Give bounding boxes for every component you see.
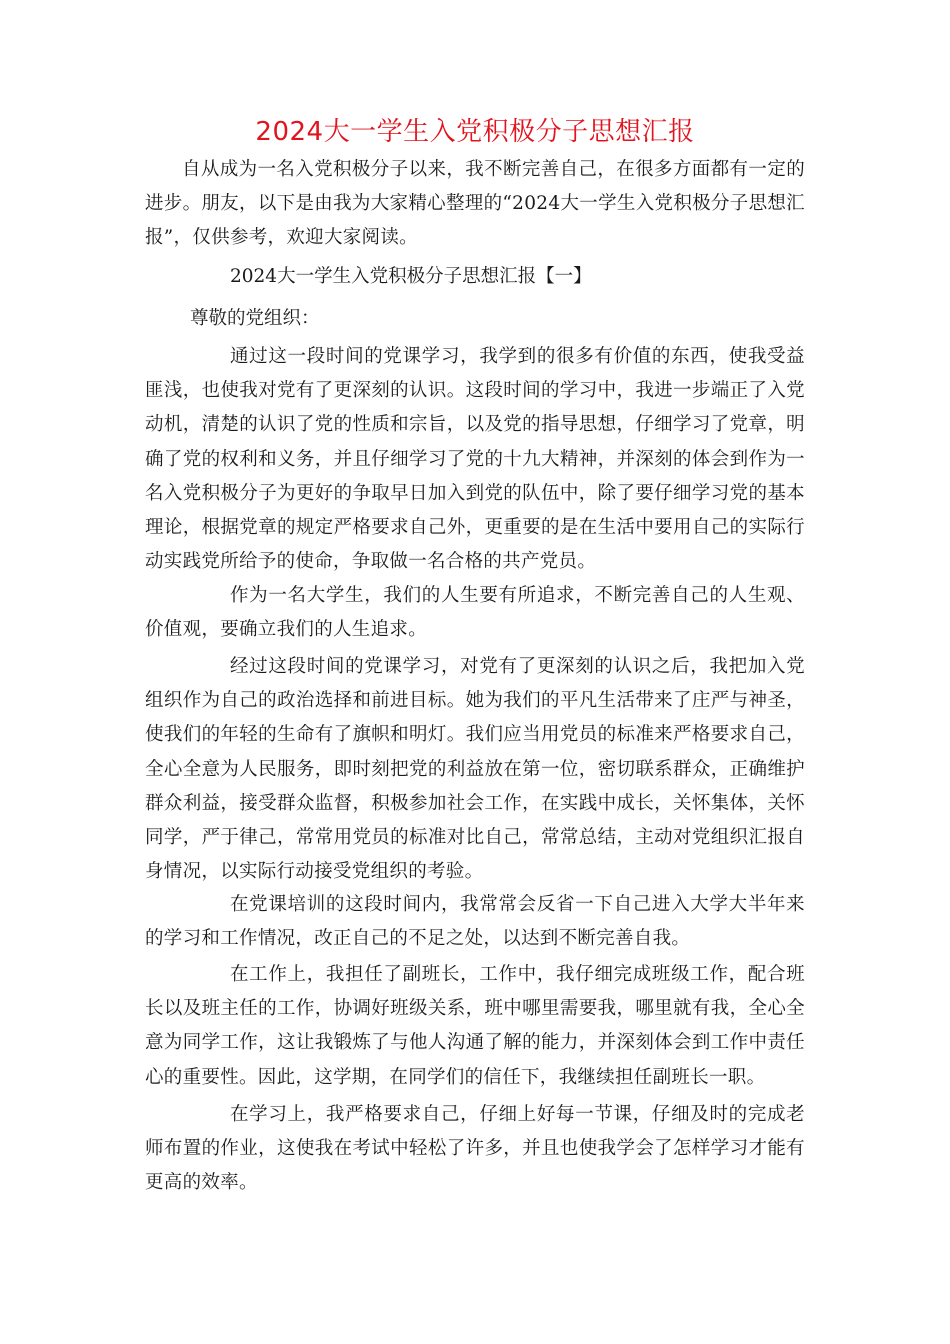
body-paragraph: 在工作上，我担任了副班长，工作中，我仔细完成班级工作，配合班长以及班主任的工作，协调好班级关系，班中哪里需要我，哪里就有我，全心全意为同学工作，这让我锻炼了与他人沟通了解的能力，并深刻体会到工作中责任心的重要性。因此，这学期，在同学们的信任下，我继续担任副班长一职。 <box>145 964 805 1088</box>
body-paragraph: 在学习上，我严格要求自己，仔细上好每一节课，仔细及时的完成老师布置的作业，这使我在考试中轻松了许多，并且也使我学会了怎样学习才能有更高的效率。 <box>145 1104 805 1194</box>
section-heading: 2024大一学生入党积极分子思想汇报【一】 <box>230 266 592 287</box>
body-paragraph: 通过这一段时间的党课学习，我学到的很多有价值的东西，使我受益匪浅，也使我对党有了更深刻的认识。这段时间的学习中，我进一步端正了入党动机，清楚的认识了党的性质和宗旨，以及党的指导思想，仔细学习了党章，明确了党的权利和义务，并且仔细学习了党的十九大精神，并深刻的体会到作为一名入党积极分子为更好的争取早日加入到党的队伍中，除了要仔细学习党的基本理论，根据党章的规定严格要求自己外，更重要的是在生活中要用自己的实际行动实践党所给予的使命，争取做一名合格的共产党员。 <box>145 346 805 573</box>
salutation: 尊敬的党组织： <box>190 308 320 329</box>
body-paragraph: 经过这段时间的党课学习，对党有了更深刻的认识之后，我把加入党组织作为自己的政治选择和前进目标。她为我们的平凡生活带来了庄严与神圣，使我们的年轻的生命有了旗帜和明灯。我们应当用党员的标准来严格要求自己，全心全意为人民服务，即时刻把党的利益放在第一位，密切联系群众，正确维护群众利益，接受群众监督，积极参加社会工作，在实践中成长，关怀集体，关怀同学，严于律己，常常用党员的标准对比自己，常常总结，主动对党组织汇报自身情况，以实际行动接受党组织的考验。 <box>145 656 805 883</box>
body-paragraph: 作为一名大学生，我们的人生要有所追求，不断完善自己的人生观、价值观，要确立我们的人生追求。 <box>145 585 805 641</box>
body-paragraph: 在党课培训的这段时间内，我常常会反省一下自己进入大学大半年来的学习和工作情况，改正自己的不足之处，以达到不断完善自我。 <box>145 894 805 950</box>
intro-paragraph: 自从成为一名入党积极分子以来，我不断完善自己，在很多方面都有一定的进步。朋友，以下是由我为大家精心整理的“2024大一学生入党积极分子思想汇报”，仅供参考，欢迎大家阅读。 <box>145 159 805 249</box>
document-title: 2024大一学生入党积极分子思想汇报 <box>255 117 695 147</box>
